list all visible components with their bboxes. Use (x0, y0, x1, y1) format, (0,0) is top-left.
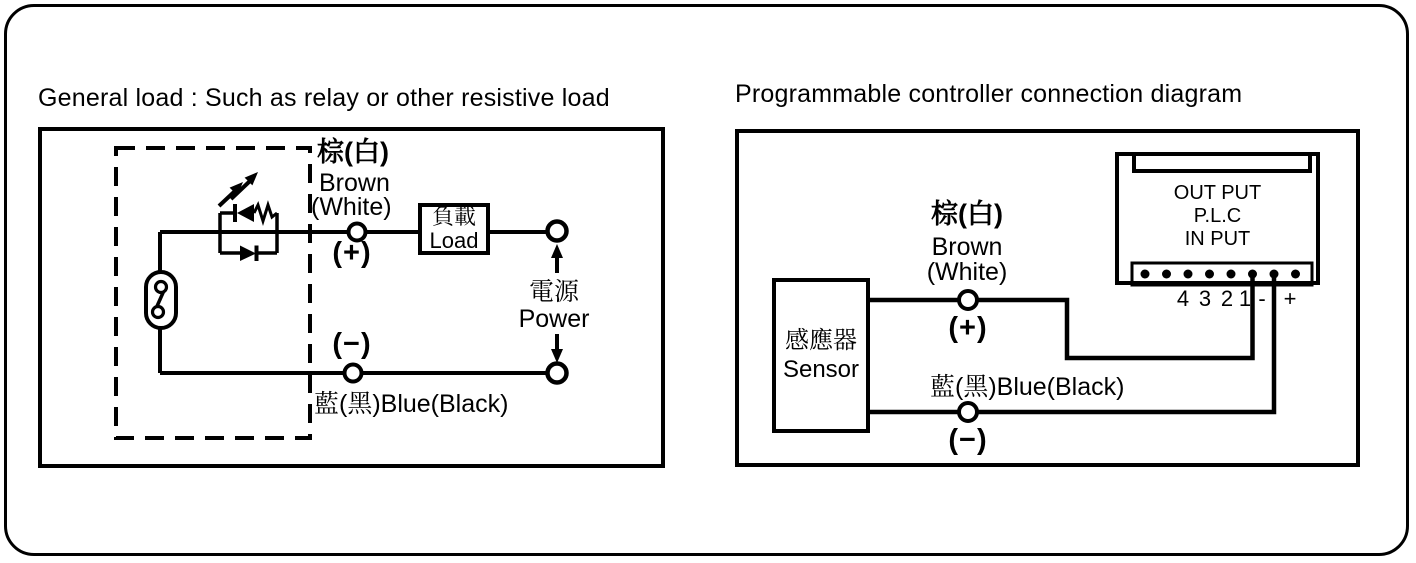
white-wire-label-en-right: (White) (926, 258, 1008, 286)
white-wire-label-en: (White) (311, 193, 392, 221)
plus-sign-label: (+) (332, 237, 372, 269)
terminal-label-3: 3 (1198, 286, 1212, 311)
plus-sign-label-right: (+) (948, 312, 988, 344)
brown-wire-label-en-right: Brown (931, 233, 1003, 261)
plc-output-label: OUT PUT (1173, 182, 1262, 204)
terminal-label-1: 1 (1238, 286, 1252, 311)
terminal-label-4: 4 (1176, 286, 1190, 311)
load-label-en: Load (429, 228, 479, 253)
minus-sign-label: (−) (332, 328, 372, 360)
plc-text-block (1115, 182, 1320, 251)
sensor-label-en: Sensor (782, 355, 860, 383)
general-load-title: General load : Such as relay or other resistive load (38, 84, 610, 112)
terminal-label-2: 2 (1220, 286, 1234, 311)
plc-top-bar (1132, 152, 1312, 173)
brown-wire-label-cn-right: 棕(白) (931, 199, 1003, 229)
plc-input-label: IN PUT (1184, 228, 1251, 250)
plc-name-label: P.L.C (1193, 205, 1242, 227)
sensor-box (772, 278, 870, 433)
terminal-label-plus: + (1283, 286, 1297, 311)
blue-wire-label-right: 藍(黑)Blue(Black) (930, 373, 1125, 401)
terminal-label-minus: - (1258, 286, 1266, 311)
load-label-cn: 負載 (431, 203, 476, 229)
power-label-cn: 電源 (528, 278, 579, 306)
minus-sign-label-right: (−) (948, 424, 988, 456)
sensor-label-cn: 感應器 (785, 326, 857, 354)
brown-wire-label-en: Brown (319, 169, 390, 197)
power-label-en: Power (518, 305, 590, 333)
load-box (418, 203, 490, 255)
blue-wire-label: 藍(黑)Blue(Black) (314, 390, 509, 418)
brown-wire-label-cn: 棕(白) (317, 137, 389, 167)
plc-connection-title: Programmable controller connection diagram (735, 80, 1243, 108)
